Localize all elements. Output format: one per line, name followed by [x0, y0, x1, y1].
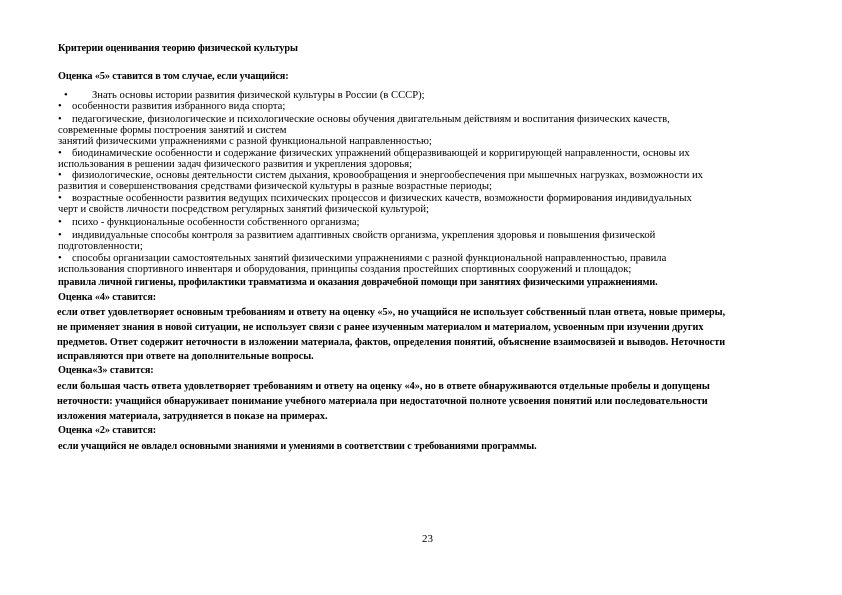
list-item-continued: использования спортивного инвентаря и оборудования, принципы создания простейших спортивных сооружений и площадок;: [58, 264, 632, 275]
page-number: 23: [422, 533, 433, 545]
grade3-paragraph: [57, 380, 800, 424]
bullet: •: [64, 90, 68, 101]
list-item: возрастные особенности развития ведущих психических процессов и физических качеств, возможности формирования индивидуальных: [72, 193, 692, 204]
list-item: психо - функциональные особенности собственного организма;: [72, 217, 360, 228]
paragraph-line: предметов. Ответ содержит неточности в изложении материала, фактов, определения понятий, объяснение взаимосвязей и выводов. Неточности: [57, 336, 726, 348]
paragraph-line: исправляются при ответе на дополнительные вопросы.: [57, 351, 314, 363]
grade2-heading: Оценка «2» ставится:: [58, 425, 157, 436]
list-item-continued: занятий физическими упражнениями с разной функциональной направленностью;: [58, 136, 432, 147]
paragraph-line: неточности: учащийся обнаруживает понимание учебного материала при недостаточной полноте усвоения понятий или последовательности: [57, 395, 708, 407]
bullet: •: [58, 230, 62, 241]
grade2-line: если учащийся не овладел основными знаниями и умениями в соответствии с требованиями программы.: [58, 441, 537, 452]
list-item-continued: развития и совершенствования средствами физической культуры в разные возрастные периоды;: [58, 181, 492, 192]
list-item: Знать основы истории развития физической культуры в России (в СССР);: [92, 90, 425, 101]
list-item: биодинамические особенности и содержание физических упражнений общеразвивающей и корригирующей направленности, основы их: [72, 148, 690, 159]
list-item: физиологические, основы деятельности систем дыхания, кровообращения и энергообеспечения при мышечных нагрузках, возможности их: [72, 170, 703, 181]
paragraph-line: если большая часть ответа удовлетворяет требованиям и ответу на оценку «4», но в ответе обнаруживаются отдельные пробелы и допущены: [57, 381, 710, 392]
list-item-continued: черт и свойств личности посредством регулярных занятий физической культурой;: [58, 204, 429, 215]
paragraph-line: не применяет знания в новой ситуации, не использует связи с ранее изученным материалом и материалом, усвоенным при изучении других: [57, 321, 704, 333]
bullet: •: [58, 148, 62, 159]
grade5-heading: Оценка «5» ставится в том случае, если учащийся:: [58, 71, 289, 82]
bullet: •: [58, 101, 62, 112]
bullet: •: [58, 170, 62, 181]
paragraph-line: изложения материала, затрудняется в показе на примерах.: [57, 410, 328, 422]
bullet: •: [58, 217, 62, 228]
list-item: индивидуальные способы контроля за развитием адаптивных свойств организма, укрепления здоровья и повышения физической: [72, 230, 656, 241]
paragraph-line: если ответ удовлетворяет основным требованиям и ответу на оценку «5», но учащийся не использует собственный план ответа, новые примеры,: [57, 307, 726, 318]
list-item-continued: подготовленности;: [58, 241, 143, 252]
grade5-last-line: правила личной гигиены, профилактики травматизма и оказания доврачебной помощи при занятиях физическими упражнениями.: [58, 277, 658, 288]
list-item: педагогические, физиологические и психологические основы обучения двигательным действиям и воспитания физических качеств,: [72, 114, 670, 125]
bullet: •: [58, 253, 62, 264]
grade4-heading: Оценка «4» ставится:: [58, 292, 157, 303]
list-item: способы организации самостоятельных занятий физическими упражнениями с разной функциональной направленностью, правила: [72, 253, 667, 264]
bullet: •: [58, 193, 62, 204]
list-item-continued: использования в решении задач физического развития и укрепления здоровья;: [58, 159, 413, 170]
bullet: •: [58, 114, 62, 125]
grade4-paragraph: [57, 306, 800, 365]
grade3-heading: Оценка«3» ставится:: [58, 365, 154, 376]
list-item: особенности развития избранного вида спорта;: [72, 101, 286, 112]
list-item-continued: современные формы построения занятий и систем: [58, 125, 287, 136]
document-title: Критерии оценивания теорию физической культуры: [58, 43, 298, 54]
